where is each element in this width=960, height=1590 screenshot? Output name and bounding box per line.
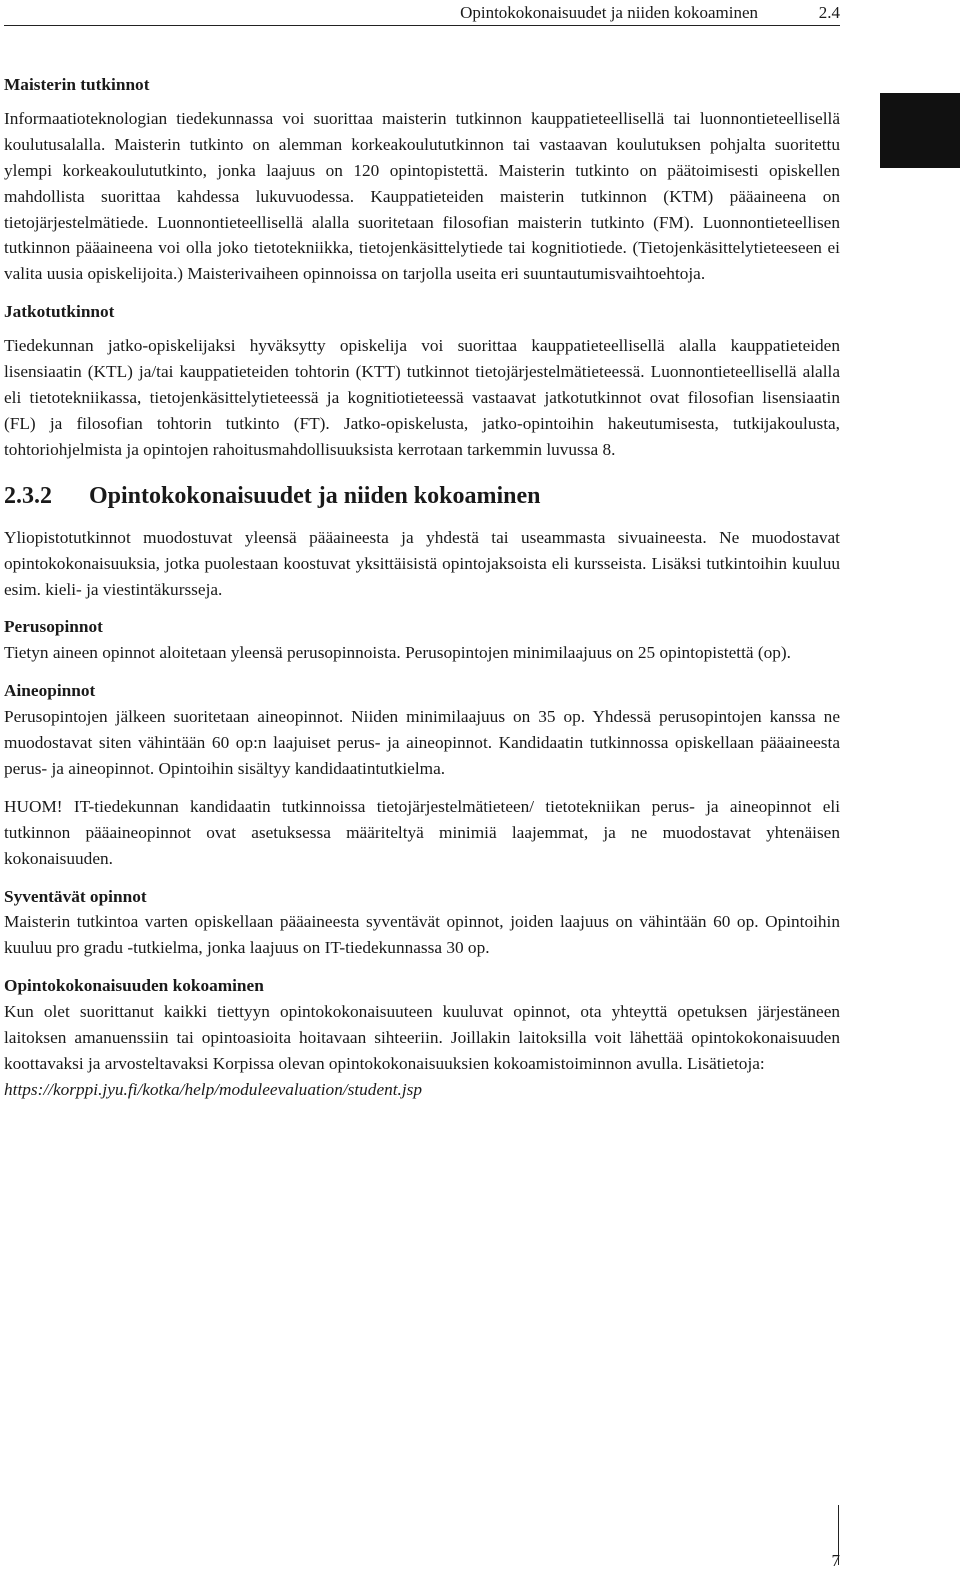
header-section-number: 2.4 [818,3,840,22]
header-title: Opintokokonaisuudet ja niiden kokoaminen [460,3,758,22]
heading-jatkotutkinnot: Jatkotutkinnot [4,302,115,322]
paragraph-section-intro: Yliopistotutkinnot muodostuvat yleensä pääaineesta ja yhdestä tai useammasta sivuaineesta. Ne muodostavat opintokokonaisuuksia, jotka puolestaan koostuvat yksittäisistä opintojaksoista eli kursseista. Lisäksi tutkintoihin kuuluu esim. kieli- ja viestintäkursseja. [4,527,840,599]
heading-aineopinnot: Aineopinnot [4,681,96,701]
paragraph-maisterin-tutkinnot: Informaatioteknologian tiedekunnassa voi suorittaa maisterin tutkinnon kauppatieteellisellä tai luonnontieteellisellä koulutusalalla. Maisterin tutkinto on alemman korkeakoulututkinnon tai vastaavan koulutuksen pohjalta suoritettu ylempi korkeakoulututkinto, jonka laajuus on 120 opintopistettä. Maisterin tutkinto on päätoimisesti opiskellen mahdollista suorittaa kahdessa lukuvuodessa. Kauppatieteiden maisterin tutkinnon (KTM) pääaineena on tietojärjestelmätiede. Luonnontieteellisellä alalla suoritetaan filosofian maisterin tutkinto (FM). Luonnontieteellisen tutkinnon pääaineena voi olla joko tietotekniikka, tietojenkäsittelytiede tai kognitiotiede. (Tietojenkäsittelytieteeseen ei valita uusia opiskelijoita.) Maisterivaiheen opinnoissa on tarjolla useita eri suuntautumisvaihtoehtoja. [4,108,840,284]
korppi-help-link[interactable]: https://korppi.jyu.fi/kotka/help/moduleevaluation/student.jsp [4,1079,423,1099]
section-number: 2.3.2 [4,482,52,509]
paragraph-huom: HUOM! IT-tiedekunnan kandidaatin tutkinnoissa tietojärjestelmätieteen/ tietotekniikan perus- ja aineopinnot eli tutkinnon pääaineopinnot ovat asetuksessa määriteltyä minimiä laajemmat, ja ne muodostavat yhtenäisen kokonaisuuden. [4,796,840,868]
paragraph-syventavat-opinnot: Maisterin tutkintoa varten opiskellaan pääaineesta syventävät opinnot, joiden laajuus on vähintään 60 op. Opintoihin kuuluu pro gradu -tutkielma, jonka laajuus on IT-tiedekunnassa 30 op. [4,912,840,958]
paragraph-perusopinnot: Tietyn aineen opinnot aloitetaan yleensä perusopinnoista. Perusopintojen minimilaajuus on 25 opintopistettä (op). [4,643,791,663]
heading-maisterin-tutkinnot: Maisterin tutkinnot [4,75,150,94]
page-number: 7 [831,1551,840,1570]
paragraph-aineopinnot: Perusopintojen jälkeen suoritetaan aineopinnot. Niiden minimilaajuus on 35 op. Yhdessä perusopintojen kanssa ne muodostavat siten vähintään 60 op:n laajuiset perus- ja aineopinnot. Kandidaatin tutkinnossa opiskellaan pääaineesta perus- ja aineopinnot. Opintoihin sisältyy kandidaatintutkielma. [4,707,840,778]
section-title: Opintokokonaisuudet ja niiden kokoaminen [89,482,541,509]
paragraph-jatkotutkinnot: Tiedekunnan jatko-opiskelijaksi hyväksytty opiskelija voi suorittaa kauppatieteellisellä alalla kauppatieteiden lisensiaatin (KTL) ja/tai kauppatieteiden tohtorin (KTT) tutkinnot tietojärjestelmätieteessä. Luonnontieteellisellä alalla eli tietotekniikassa, tietojenkäsittelytieteessä ja kognitiotieteessä vastaavat jatkotutkinnot ovat filosofian lisensiaatin (FL) ja filosofian tohtorin tutkinto (FT). Jatko-opiskelusta, jatko-opintoihin hakeutumisesta, tutkijakoulusta, tohtoriohjelmista ja opintojen rahoitusmahdollisuuksista kerrotaan tarkemmin luvussa 8. [4,336,840,459]
running-header [4,0,840,26]
kokoaminen-text: Kun olet suorittanut kaikki tiettyyn opintokokonaisuuteen kuuluvat opinnot, ota yhteyttä opetuksen järjestäneen laitoksen amanuenssiin tai opintoasioita hoitavaan sihteeriin. Joillakin laitoksilla voit lähettää opintokokonaisuuden koottavaksi ja arvosteltavaksi Korpissa olevan opintokokonaisuuksien kokoamistoiminnon avulla. Lisätietoja: [4,1002,840,1073]
page-content [4,72,840,1103]
heading-syventavat-opinnot: Syventävät opinnot [4,886,147,906]
chapter-thumb-tab [880,93,960,168]
heading-perusopinnot: Perusopinnot [4,617,103,637]
heading-opintokokonaisuuden-kokoaminen: Opintokokonaisuuden kokoaminen [4,976,264,996]
section-heading-2-3-2 [4,481,840,511]
paragraph-kokoaminen [4,999,840,1103]
